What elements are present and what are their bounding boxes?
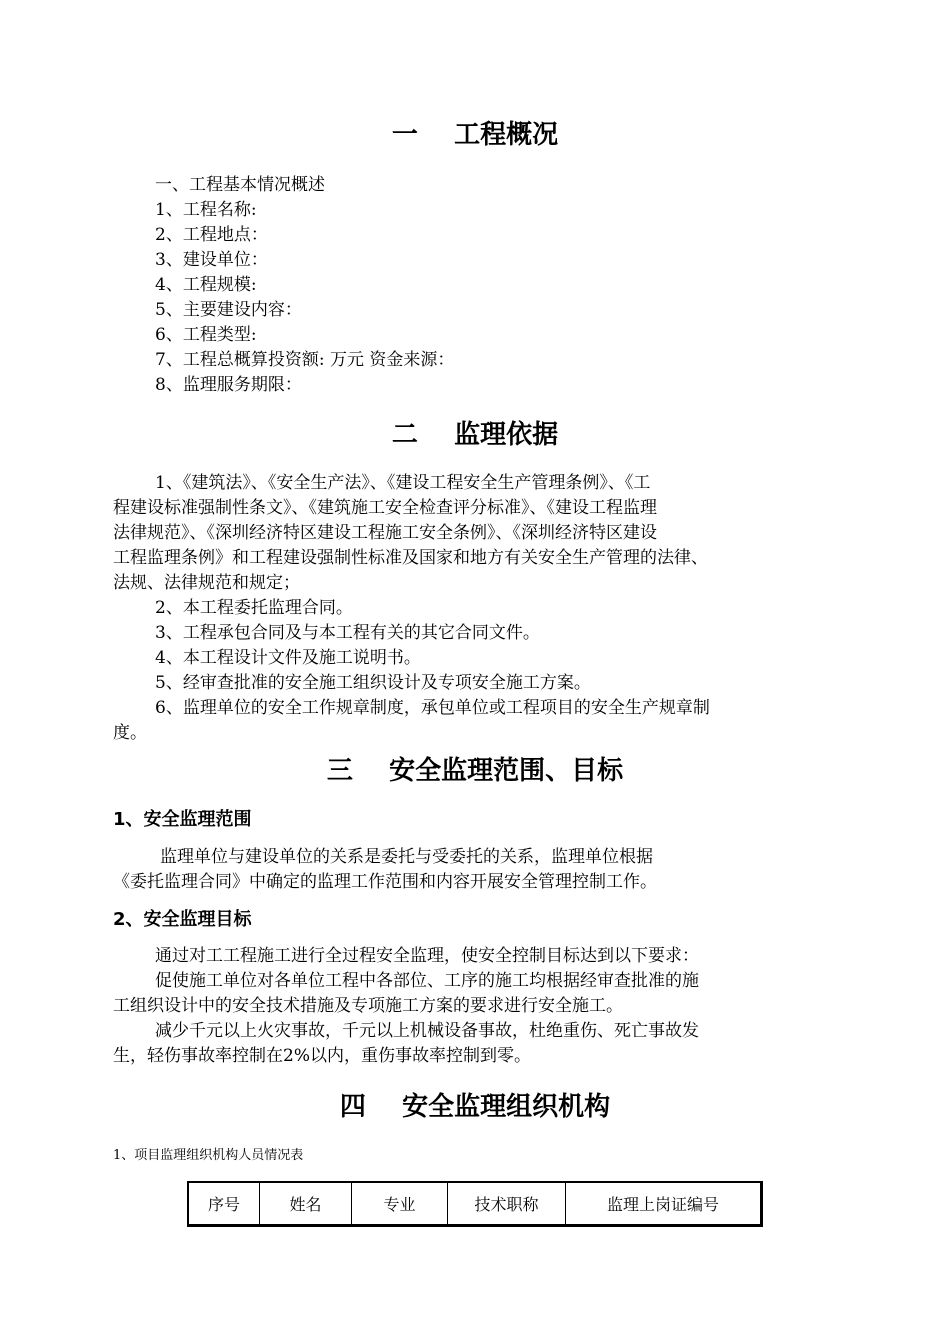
table-header-cell: 姓名 [260,1183,352,1224]
scope-paragraph-line: 《委托监理合同》中确定的监理工作范围和内容开展安全管理控制工作。 [113,872,657,892]
table-header-cell: 专业 [352,1183,448,1224]
s2-line: 法律规范》、《深圳经济特区建设工程施工安全条例》、《深圳经济特区建设 [113,523,657,543]
s1-line: 6、工程类型: [155,325,257,345]
table-header-cell: 技术职称 [448,1183,566,1224]
goal-paragraph-line: 工组织设计中的安全技术措施及专项施工方案的要求进行安全施工。 [113,996,623,1016]
section-3-title: 三 安全监理范围、目标 [326,756,624,786]
s2-line: 3、工程承包合同及与本工程有关的其它合同文件。 [155,623,540,643]
s2-line: 1、《建筑法》、《安全生产法》、《建设工程安全生产管理条例》、《工 [155,473,651,493]
s1-line: 3、建设单位： [155,250,268,270]
goal-paragraph-line: 通过对工工程施工进行全过程安全监理，使安全控制目标达到以下要求： [155,946,699,966]
s1-line: 4、工程规模: [155,275,257,295]
s2-line: 5、经审查批准的安全施工组织设计及专项安全施工方案。 [155,673,591,693]
table-header-cell: 序号 [189,1183,260,1224]
staff-table [187,1181,763,1227]
goal-paragraph-line: 生，轻伤事故率控制在2%以内，重伤事故率控制到零。 [113,1046,531,1066]
table-caption: 1、项目监理组织机构人员情况表 [113,1148,304,1163]
subheading-scope: 1、安全监理范围 [113,809,252,830]
s2-line: 6、监理单位的安全工作规章制度，承包单位或工程项目的安全生产规章制 [155,698,710,718]
s2-line: 2、本工程委托监理合同。 [155,598,353,618]
goal-paragraph-line: 减少千元以上火灾事故，千元以上机械设备事故，杜绝重伤、死亡事故发 [155,1021,699,1041]
s1-line: 8、监理服务期限： [155,375,302,395]
table-header-cell: 监理上岗证编号 [606,1195,719,1214]
s1-line: 2、工程地点： [155,225,268,245]
subheading-goal: 2、安全监理目标 [113,909,252,930]
s2-line: 法规、法律规范和规定； [113,573,300,593]
s1-line: 一、工程基本情况概述 [155,175,325,195]
s2-line: 工程监理条例》和工程建设强制性标准及国家和地方有关安全生产管理的法律、 [113,548,708,568]
s2-line: 度。 [113,723,147,743]
section-4-title: 四 安全监理组织机构 [339,1092,611,1122]
s2-line: 程建设标准强制性条文》、《建筑施工安全检查评分标准》、《建设工程监理 [113,498,657,518]
s1-line: 7、工程总概算投资额: 万元 资金来源： [155,350,455,370]
goal-paragraph-line: 促使施工单位对各单位工程中各部位、工序的施工均根据经审查批准的施 [155,971,699,991]
s1-line: 1、工程名称: [155,200,257,220]
section-2-title: 二 监理依据 [391,420,559,450]
section-1-title: 一 工程概况 [391,120,559,150]
s1-line: 5、主要建设内容： [155,300,302,320]
scope-paragraph-line: 监理单位与建设单位的关系是委托与受委托的关系，监理单位根据 [160,847,653,867]
s2-line: 4、本工程设计文件及施工说明书。 [155,648,421,668]
